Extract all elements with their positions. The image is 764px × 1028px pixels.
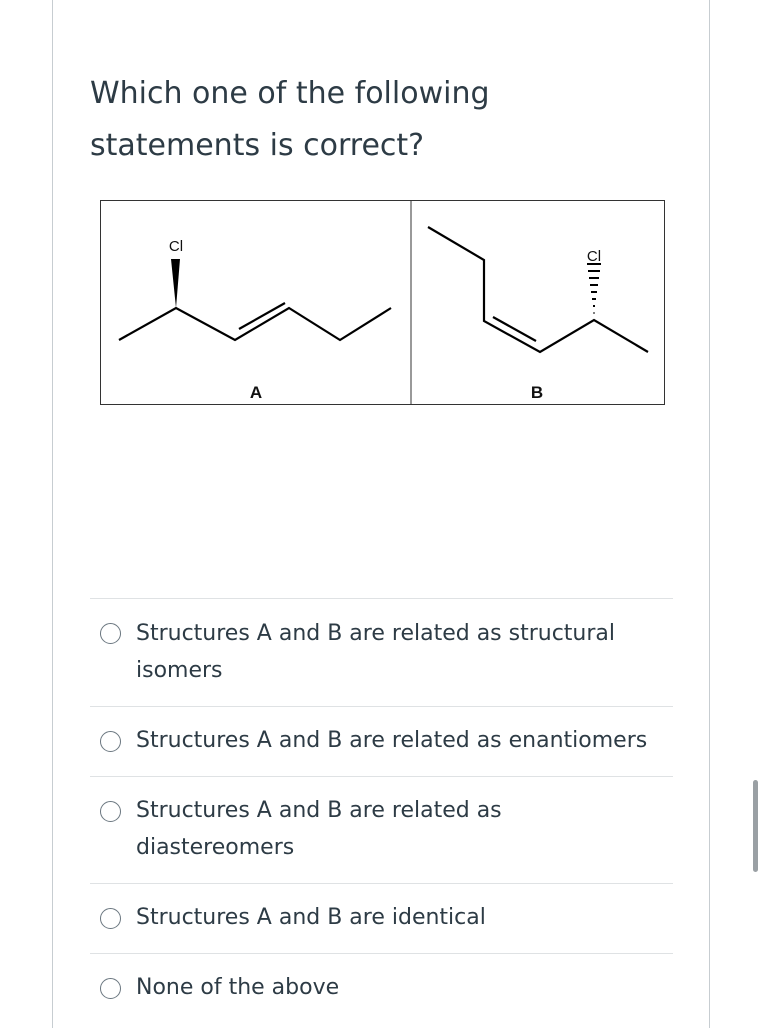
question-line-2: statements is correct? bbox=[90, 128, 425, 163]
answer-label-line-1: Structures A and B are related as enantiomers bbox=[136, 728, 648, 753]
answer-label-line-1: Structures A and B are identical bbox=[136, 905, 486, 930]
structure-a-label: A bbox=[249, 383, 263, 402]
answer-label-line-2: diastereomers bbox=[136, 835, 295, 860]
answer-label-line-1: Structures A and B are related as structural bbox=[136, 621, 616, 646]
question-line-1: Which one of the following bbox=[90, 76, 490, 111]
structure-a-cl-label: Cl bbox=[168, 238, 184, 255]
radio-button[interactable] bbox=[100, 908, 121, 929]
answer-label-line-2: isomers bbox=[136, 658, 223, 683]
answer-option-structural-isomers[interactable] bbox=[90, 598, 673, 706]
structures-figure bbox=[100, 200, 665, 405]
scrollbar-thumb[interactable] bbox=[753, 780, 758, 872]
answer-label-line-1: None of the above bbox=[136, 975, 340, 1000]
radio-button[interactable] bbox=[100, 801, 121, 822]
question-text bbox=[90, 68, 560, 172]
radio-button[interactable] bbox=[100, 731, 121, 752]
answer-option-none[interactable] bbox=[90, 953, 673, 1023]
structure-b-cl-label: Cl bbox=[586, 248, 602, 265]
answer-label bbox=[136, 899, 656, 936]
answer-label-line-1: Structures A and B are related as bbox=[136, 798, 502, 823]
answer-label bbox=[136, 969, 656, 1006]
answer-option-enantiomers[interactable] bbox=[90, 706, 673, 776]
answer-label bbox=[136, 615, 656, 689]
answer-label bbox=[136, 722, 656, 759]
figure-frame bbox=[101, 201, 665, 405]
answer-label bbox=[136, 792, 656, 866]
answer-option-diastereomers[interactable] bbox=[90, 776, 673, 883]
answer-list bbox=[90, 598, 673, 1023]
radio-button[interactable] bbox=[100, 978, 121, 999]
radio-button[interactable] bbox=[100, 623, 121, 644]
structure-b-label: B bbox=[530, 383, 544, 402]
answer-option-identical[interactable] bbox=[90, 883, 673, 953]
